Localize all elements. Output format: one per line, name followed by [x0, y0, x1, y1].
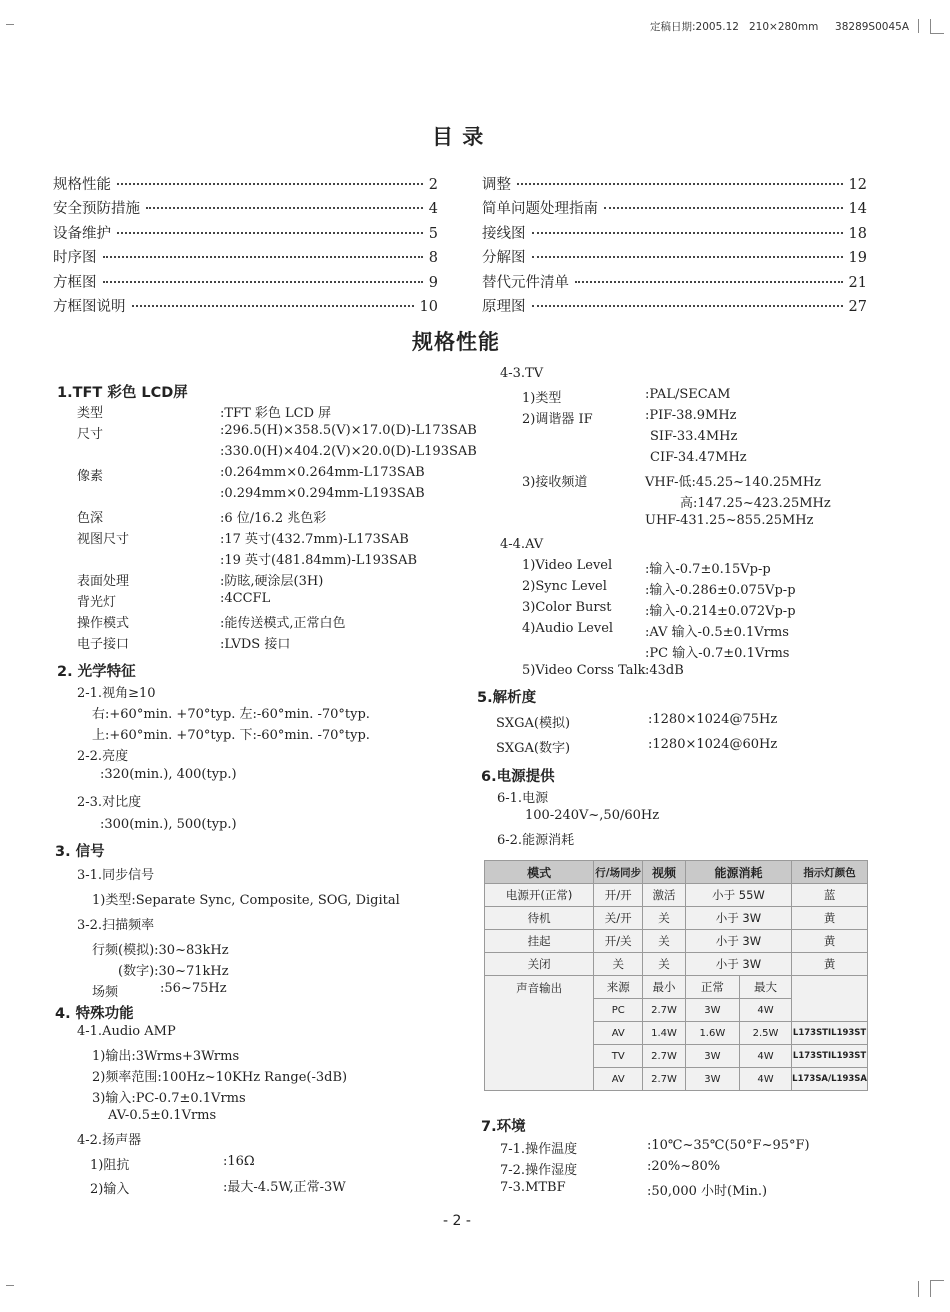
toc-label: 调整: [482, 177, 511, 193]
spec-line: :300(min.), 500(typ.): [100, 817, 237, 832]
spec-value: :19 英寸(481.84mm)-L193SAB: [220, 553, 418, 568]
table-cell: 开/开: [594, 884, 643, 907]
toc-entry[interactable]: [482, 173, 867, 197]
table-cell: 2.7W: [643, 999, 686, 1022]
spec-value: :50,000 小时(Min.): [647, 1184, 768, 1199]
table-cell: 黄: [792, 907, 868, 930]
crop-mark: [930, 19, 931, 33]
table-header-cell: 视频: [643, 861, 686, 884]
crop-mark: [918, 19, 919, 33]
spec-label: 类型: [77, 406, 104, 421]
table-cell: 待机: [485, 907, 594, 930]
table-row: [485, 953, 868, 976]
toc-label: 方框图说明: [53, 298, 126, 315]
spec-label: 7-2.操作湿度: [500, 1163, 578, 1178]
spec-value: :输入-0.7±0.15Vp-p: [645, 562, 771, 577]
table-cell: 开/关: [594, 930, 643, 953]
spec-label: 像素: [77, 469, 104, 484]
toc-entry[interactable]: [53, 271, 438, 295]
table-cell: 小于 3W: [685, 930, 791, 953]
toc-entry[interactable]: [53, 173, 438, 197]
spec-value: :0.264mm×0.264mm-L173SAB: [220, 465, 425, 480]
table-row: [485, 976, 868, 999]
table-cell: 来源: [594, 976, 643, 999]
page-number: - 2 -: [443, 1213, 471, 1229]
table-cell: TV: [594, 1045, 643, 1068]
toc-label: 规格性能: [53, 177, 111, 193]
power-consumption-table: [484, 860, 868, 1091]
spec-label: 7-1.操作温度: [500, 1142, 578, 1157]
crop-mark: [6, 24, 14, 25]
toc-label: 设备维护: [53, 225, 111, 242]
table-cell: 黄: [792, 953, 868, 976]
spec-label: 电子接口: [77, 637, 130, 652]
table-cell: AV: [594, 1068, 643, 1091]
toc-page: 14: [848, 201, 867, 218]
spec-label: 操作模式: [77, 616, 130, 631]
table-cell: L173STIL193ST: [792, 1022, 868, 1045]
table-cell: 2.7W: [643, 1045, 686, 1068]
spec-line: 2-2.亮度: [77, 749, 129, 764]
page-size: 210×280mm: [748, 21, 819, 33]
toc-label: 接线图: [482, 225, 526, 242]
table-cell: L173STIL193ST: [792, 1045, 868, 1068]
toc-label: 简单问题处理指南: [482, 201, 598, 218]
spec-line: 4-1.Audio AMP: [77, 1024, 176, 1039]
table-cell: 最小: [643, 976, 686, 999]
spec-value: :防眩,硬涂层(3H): [220, 574, 324, 589]
spec-line: 1)类型:Separate Sync, Composite, SOG, Digital: [92, 893, 400, 908]
table-header-cell: 行/场同步: [594, 861, 643, 884]
table-header-row: [485, 861, 868, 884]
toc-entry[interactable]: [53, 197, 438, 221]
table-cell: 3W: [685, 999, 739, 1022]
section-heading: 2. 光学特征: [57, 664, 136, 680]
spec-line: 4-3.TV: [500, 366, 544, 381]
spec-value: :6 位/16.2 兆色彩: [220, 511, 327, 526]
table-cell: 激活: [643, 884, 686, 907]
spec-value: :LVDS 接口: [220, 637, 291, 652]
toc-entry[interactable]: [482, 222, 867, 246]
toc-left: [53, 173, 438, 319]
spec-line: 3-1.同步信号: [77, 868, 155, 883]
table-cell: [792, 976, 868, 1022]
spec-value: :330.0(H)×404.2(V)×20.0(D)-L193SAB: [220, 444, 477, 459]
spec-label: 1)Video Level: [522, 558, 613, 573]
spec-value: :17 英寸(432.7mm)-L173SAB: [220, 532, 409, 547]
table-cell: 蓝: [792, 884, 868, 907]
table-header-cell: 能源消耗: [685, 861, 791, 884]
toc-entry[interactable]: [53, 222, 438, 246]
spec-value: :输入-0.286±0.075Vp-p: [645, 583, 796, 598]
table-cell: 黄: [792, 930, 868, 953]
section-heading: 1.TFT 彩色 LCD屏: [57, 385, 188, 401]
table-cell: 关: [643, 907, 686, 930]
document-code: 38289S0045A: [835, 21, 910, 33]
table-header-cell: 指示灯颜色: [792, 861, 868, 884]
spec-label: 4)Audio Level: [522, 621, 614, 636]
table-row: [485, 884, 868, 907]
table-cell: 声音输出: [485, 976, 594, 1091]
spec-label: 5)Video Corss Talk: [522, 663, 646, 678]
table-cell: 3W: [685, 1045, 739, 1068]
spec-value: :10℃~35℃(50°F~95°F): [647, 1138, 810, 1153]
spec-label: 2)输入: [90, 1182, 130, 1197]
toc-label: 分解图: [482, 250, 526, 267]
spec-line: :320(min.), 400(typ.): [100, 767, 237, 782]
section-heading: 4. 特殊功能: [55, 1006, 134, 1022]
spec-value: :最大-4.5W,正常-3W: [223, 1180, 346, 1195]
table-cell: 最大: [739, 976, 791, 999]
spec-label: 1)阻抗: [90, 1158, 130, 1173]
spec-value: UHF-431.25~855.25MHz: [645, 513, 814, 528]
spec-value: :1280×1024@75Hz: [648, 712, 778, 727]
crop-mark: [930, 1281, 931, 1297]
spec-line: 2-3.对比度: [77, 795, 142, 810]
toc-page: 18: [848, 225, 867, 242]
spec-line: 2-1.视角≥10: [77, 686, 156, 701]
spec-value: :PAL/SECAM: [645, 387, 731, 402]
toc-page: 4: [428, 201, 438, 218]
spec-line: 6-2.能源消耗: [497, 833, 575, 848]
spec-label: 2)调谐器 IF: [522, 412, 593, 427]
spec-value: :TFT 彩色 LCD 屏: [220, 406, 332, 421]
spec-value: :0.294mm×0.294mm-L193SAB: [220, 486, 425, 501]
spec-value: CIF-34.47MHz: [650, 450, 747, 465]
table-cell: 关: [643, 953, 686, 976]
spec-line: 4-2.扬声器: [77, 1133, 142, 1148]
spec-label: 3)Color Burst: [522, 600, 612, 615]
table-cell: 小于 3W: [685, 907, 791, 930]
spec-value: :1280×1024@60Hz: [648, 737, 778, 752]
table-cell: 小于 3W: [685, 953, 791, 976]
spec-value: :56~75Hz: [160, 981, 227, 996]
spec-label: 尺寸: [77, 427, 104, 442]
table-cell: 关闭: [485, 953, 594, 976]
crop-mark: [930, 1280, 944, 1281]
spec-value: :16Ω: [223, 1154, 255, 1169]
toc-entry[interactable]: [53, 246, 438, 270]
toc-label: 替代元件清单: [482, 274, 569, 291]
toc-entry[interactable]: [482, 246, 867, 270]
spec-value: :20%~80%: [647, 1159, 721, 1174]
spec-value: SIF-33.4MHz: [650, 429, 738, 444]
toc-page: 2: [428, 177, 438, 193]
table-cell: 2.7W: [643, 1068, 686, 1091]
spec-line: 右:+60°min. +70°typ. 左:-60°min. -70°typ.: [92, 707, 370, 722]
toc-entry[interactable]: [482, 271, 867, 295]
spec-line: (数字):30~71kHz: [118, 964, 229, 979]
toc-label: 时序图: [53, 250, 97, 267]
spec-line: 4-4.AV: [500, 537, 544, 552]
toc-label: 方框图: [53, 274, 97, 291]
spec-line: 1)输出:3Wrms+3Wrms: [92, 1049, 240, 1064]
toc-label: 安全预防措施: [53, 201, 140, 218]
spec-label: 视图尺寸: [77, 532, 130, 547]
spec-line: 2)频率范围:100Hz~10KHz Range(-3dB): [92, 1070, 348, 1085]
table-cell: 3W: [685, 1068, 739, 1091]
toc-page: 8: [428, 250, 438, 267]
section-heading: 3. 信号: [55, 844, 105, 860]
table-cell: 4W: [739, 1045, 791, 1068]
table-cell: 2.5W: [739, 1022, 791, 1045]
spec-value: :4CCFL: [220, 591, 271, 606]
spec-label: 色深: [77, 511, 104, 526]
table-cell: 正常: [685, 976, 739, 999]
spec-value: :43dB: [645, 663, 684, 678]
toc-page: 10: [419, 298, 438, 315]
table-cell: L173SA/L193SA: [792, 1068, 868, 1091]
crop-mark: [930, 33, 944, 34]
toc-page: 21: [848, 274, 867, 291]
spec-value: :PC 输入-0.7±0.1Vrms: [645, 646, 790, 661]
toc-page: 12: [848, 177, 867, 193]
spec-value: 高:147.25~423.25MHz: [680, 496, 831, 511]
spec-line: 3-2.扫描频率: [77, 918, 155, 933]
table-cell: 关: [594, 953, 643, 976]
table-row: [485, 907, 868, 930]
spec-line: 3)输入:PC-0.7±0.1Vrms: [92, 1091, 246, 1106]
table-cell: 小于 55W: [685, 884, 791, 907]
spec-label: 1)类型: [522, 391, 562, 406]
table-cell: 关: [643, 930, 686, 953]
toc-entry[interactable]: [482, 197, 867, 221]
spec-label: 2)Sync Level: [522, 579, 607, 594]
toc-right: [482, 173, 867, 319]
table-cell: AV: [594, 1022, 643, 1045]
toc-page: 9: [428, 274, 438, 291]
table-cell: 电源开(正常): [485, 884, 594, 907]
spec-label: 背光灯: [77, 595, 117, 610]
toc-entry[interactable]: [53, 295, 438, 319]
section-heading: 6.电源提供: [481, 769, 555, 785]
toc-page: 19: [848, 250, 867, 267]
spec-line: 行频(模拟):30~83kHz: [92, 943, 229, 958]
spec-label: 3)接收频道: [522, 475, 588, 490]
spec-label: SXGA(数字): [496, 741, 571, 756]
spec-line: 6-1.电源: [497, 791, 549, 806]
toc-title: 目 录: [432, 125, 485, 149]
table-header-cell: 模式: [485, 861, 594, 884]
crop-mark: [918, 1281, 919, 1297]
spec-title: 规格性能: [412, 330, 500, 354]
spec-label: SXGA(模拟): [496, 716, 571, 731]
spec-label: 表面处理: [77, 574, 130, 589]
spec-label: 场频: [92, 985, 119, 1000]
spec-line: AV-0.5±0.1Vrms: [108, 1108, 217, 1123]
spec-value: :PIF-38.9MHz: [645, 408, 737, 423]
table-cell: 4W: [739, 1068, 791, 1091]
table-cell: 关/开: [594, 907, 643, 930]
section-heading: 7.环境: [481, 1119, 526, 1135]
spec-value: :296.5(H)×358.5(V)×17.0(D)-L173SAB: [220, 423, 477, 438]
section-heading: 5.解析度: [477, 690, 537, 706]
table-cell: 1.4W: [643, 1022, 686, 1045]
spec-value: VHF-低:45.25~140.25MHz: [645, 475, 822, 490]
doc-header: [650, 19, 909, 34]
table-cell: 4W: [739, 999, 791, 1022]
crop-mark: [6, 1285, 14, 1286]
print-date: 定稿日期:2005.12: [650, 21, 739, 33]
table-row: [485, 930, 868, 953]
table-cell: 挂起: [485, 930, 594, 953]
spec-value: :能传送模式,正常白色: [220, 616, 346, 631]
toc-page: 5: [428, 225, 438, 242]
table-cell: 1.6W: [685, 1022, 739, 1045]
table-cell: PC: [594, 999, 643, 1022]
spec-value: :输入-0.214±0.072Vp-p: [645, 604, 796, 619]
toc-label: 原理图: [482, 298, 526, 315]
toc-page: 27: [848, 298, 867, 315]
spec-value: :AV 输入-0.5±0.1Vrms: [645, 625, 789, 640]
spec-line: 100-240V~,50/60Hz: [525, 808, 660, 823]
spec-line: 上:+60°min. +70°typ. 下:-60°min. -70°typ.: [92, 728, 370, 743]
toc-entry[interactable]: [482, 295, 867, 319]
spec-label: 7-3.MTBF: [500, 1180, 566, 1195]
